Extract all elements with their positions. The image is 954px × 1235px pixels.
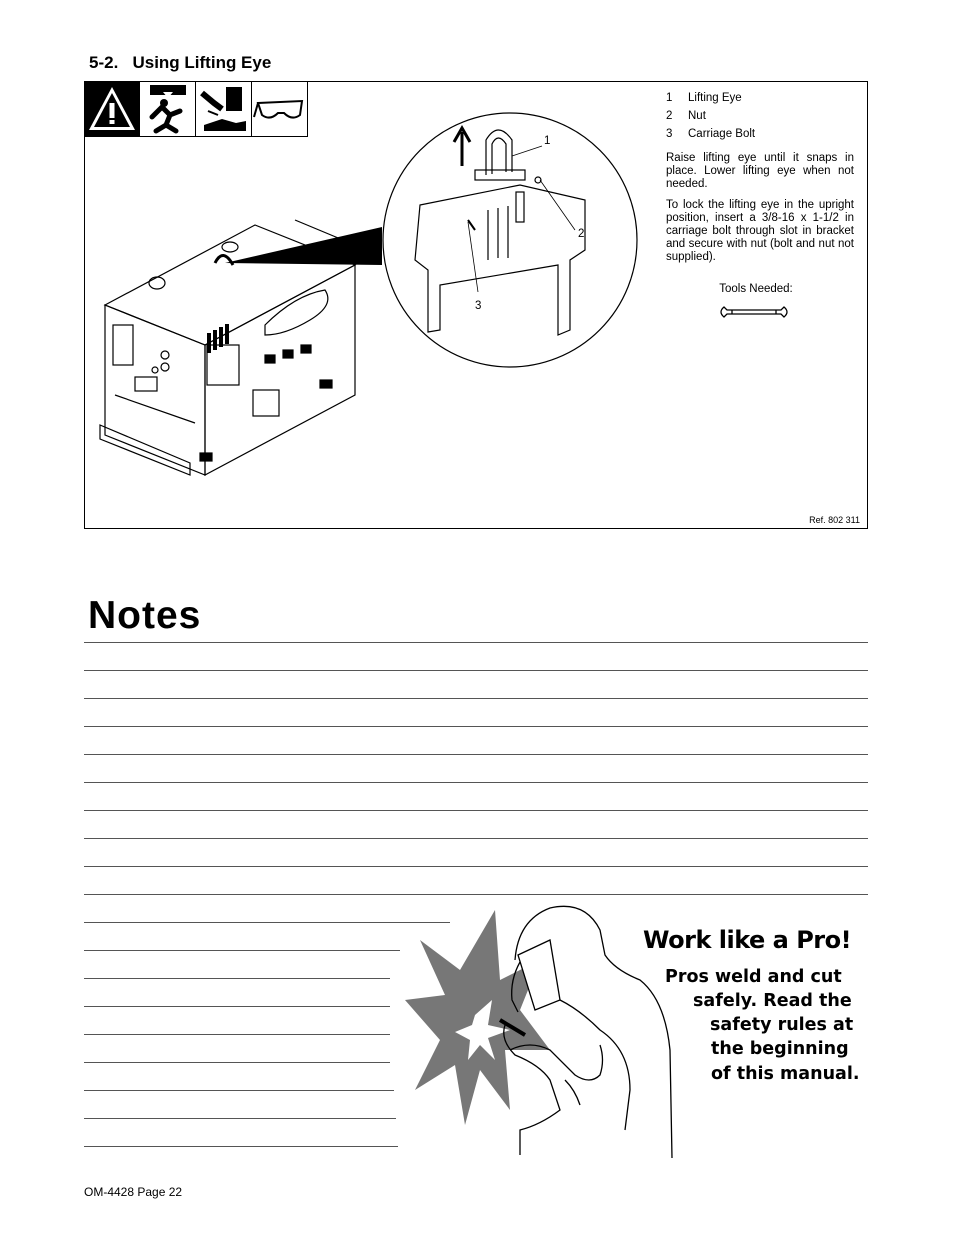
callout-3: 3 [475,300,482,312]
safety-icons [84,81,308,137]
instruction-raise: Raise lifting eye until it snaps in place. Lower lifting eye when not needed. [666,152,854,190]
note-line [84,1118,396,1119]
note-line [84,754,868,755]
wrench-icon [718,305,790,319]
legend-item: 3 Carriage Bolt [666,128,756,140]
section-number: 5-2. [89,53,119,72]
note-line [84,950,400,951]
section-title [89,53,271,73]
note-line [84,1062,390,1063]
promo-line: Pros weld and cut [665,967,842,987]
promo-line: of this manual. [711,1064,860,1084]
crushing-hazard-icon [196,81,252,137]
safety-glasses-icon [252,81,308,137]
welder-illustration [400,900,680,1160]
callout-1: 1 [544,135,551,147]
tools-needed-label: Tools Needed: [719,283,793,295]
note-line [84,1090,394,1091]
callout-2: 2 [578,228,585,240]
warning-icon [84,81,140,137]
page-footer: OM-4428 Page 22 [84,1185,183,1199]
section-title-text: Using Lifting Eye [132,53,272,72]
promo-line: safety rules at [710,1015,854,1035]
zoom-wedge [225,225,385,275]
falling-equipment-icon [140,81,196,137]
note-line [84,810,868,811]
instruction-lock: To lock the lifting eye in the upright position, insert a 3/8-16 x 1-1/2 in carriage bolt through slot in bracket and secure with nut (bolt and nut not supplied). [666,199,854,263]
notes-title: Notes [88,594,202,637]
promo-title: Work like a Pro! [643,926,852,954]
promo-line: safely. Read the [693,991,852,1011]
note-line [84,670,868,671]
note-line [84,866,868,867]
figure-legend [666,90,854,264]
promo-line: the beginning [711,1039,849,1059]
note-line [84,698,868,699]
legend-item: 1 Lifting Eye [666,92,742,104]
note-line [84,894,868,895]
callout-leaders [460,140,590,310]
note-line [84,1146,398,1147]
reference-number: Ref. 802 311 [809,515,860,525]
note-line [84,726,868,727]
note-line [84,782,868,783]
legend-item: 2 Nut [666,110,706,122]
note-line [84,978,390,979]
note-line [84,922,450,923]
note-line [84,1034,390,1035]
note-line [84,642,868,643]
note-line [84,838,868,839]
note-line [84,1006,390,1007]
